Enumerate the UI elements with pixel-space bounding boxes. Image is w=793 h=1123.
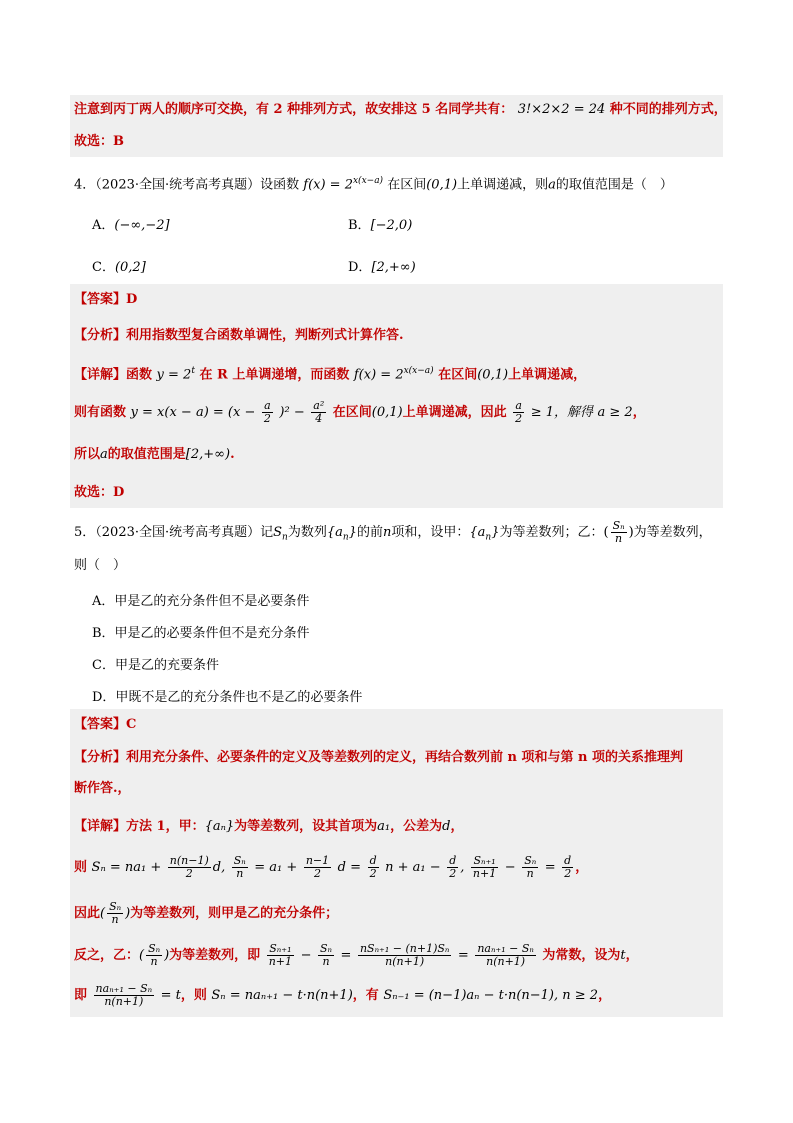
math: )² − [279, 405, 305, 420]
q5-detail-line2 [74, 852, 588, 884]
q4-option-b [348, 214, 412, 233]
text: 为数列 [287, 525, 327, 540]
math: − [504, 860, 516, 875]
math: (0,1) [477, 367, 509, 383]
math: n [382, 525, 392, 540]
q5-analysis-2: 断作答.， [74, 781, 131, 796]
q4-solution-block [70, 284, 723, 508]
option-value: (0,2] [114, 260, 146, 275]
math: Sₙ₋₁ = (n−1)aₙ − t·n(n−1), n ≥ 2 [383, 988, 599, 1003]
fraction [232, 855, 248, 880]
denominator: 2 [263, 412, 271, 425]
q4-detail-line3 [74, 446, 235, 464]
text: 为等差数列，即 [169, 948, 261, 963]
q5-stem-2: 则（ ） [74, 558, 127, 573]
text: . [230, 447, 235, 462]
q5-detail-line3: 因此( $\frac{\text{Sₙ}}{n}$ )为等差数列，则甲是乙的充分条件； [74, 900, 339, 926]
math: d = [337, 860, 362, 875]
q4-interval: (0,1) [426, 177, 458, 193]
q3-text: 注意到丙丁两人的顺序可交换，有 2 种排列方式，故安排这 5 名同学共有： [74, 102, 514, 117]
math: f(x) = 2 [353, 367, 404, 383]
denominator: 4 [315, 412, 323, 425]
text: 因此 [74, 906, 101, 921]
denominator: 2 [369, 867, 377, 880]
q4-detail-line2 [74, 398, 646, 428]
math: t [620, 948, 626, 963]
text: 即 [74, 988, 88, 1003]
fraction [358, 943, 451, 968]
text: 为等差数列，则甲是乙的充分条件； [130, 906, 339, 921]
option-label: D． [348, 260, 372, 275]
text: 反之，乙： [74, 948, 140, 963]
numerator: a [262, 400, 273, 413]
fraction [447, 855, 458, 880]
math: , [460, 860, 465, 875]
math: a ≥ 2 [597, 405, 633, 420]
fraction [168, 855, 211, 880]
denominator: n [615, 532, 623, 545]
text: ，则 [180, 988, 207, 1003]
numerator: Sₙ [148, 942, 161, 955]
fraction [311, 400, 326, 425]
numerator: Sₙ [109, 900, 122, 913]
q5-detail-line1 [74, 818, 463, 836]
denominator: 2 [564, 867, 572, 880]
q5-option-a: A．甲是乙的充分条件但不是必要条件 [92, 594, 310, 609]
text: 为等差数列，设其首项为 [234, 819, 378, 834]
numerator: Sₙ₊₁ [471, 855, 498, 868]
option-label: B． [348, 218, 371, 233]
q4-option-c [92, 256, 146, 275]
math: a₁ [377, 819, 391, 834]
denominator: n+1 [268, 955, 293, 968]
fraction [107, 901, 123, 926]
fraction [611, 520, 627, 545]
math-sub: n [282, 532, 288, 543]
math: d, [212, 860, 226, 875]
denominator: n(n+1) [385, 955, 425, 968]
q4-stem-text: 4．（2023·全国·统考高考真题）设函数 [74, 177, 300, 193]
fraction [146, 943, 162, 968]
q4-option-a [92, 214, 170, 233]
math: } [491, 525, 500, 540]
text: 的前 [356, 525, 383, 540]
denominator: 2 [449, 867, 457, 880]
denominator: n(n+1) [486, 955, 526, 968]
math: S [273, 525, 283, 540]
text: 在区间 [438, 367, 478, 383]
math: Sₙ = na₁ + [91, 860, 162, 875]
q4-detail-line1 [74, 362, 586, 384]
text: ， [625, 948, 639, 963]
math: = [340, 948, 352, 963]
math: a [100, 447, 108, 462]
text: 为等差数列， [633, 525, 712, 540]
text: 上单调递减，因此 [402, 405, 507, 420]
denominator: n+1 [472, 867, 497, 880]
denominator: 2 [313, 867, 321, 880]
numerator: naₙ₊₁ − Sₙ [95, 982, 153, 995]
option-label: A． [92, 218, 115, 233]
math: (0,1) [371, 405, 403, 420]
q4-var-a: a [548, 177, 556, 193]
numerator: Sₙ₊₁ [267, 943, 294, 956]
q3-solution-line [74, 101, 727, 119]
denominator: n [111, 913, 119, 926]
math: } [348, 525, 357, 540]
math: Sₙ = naₙ₊₁ − t·n(n+1) [211, 988, 353, 1003]
text: 在 R 上单调递增，而函数 [199, 367, 350, 383]
q4-exponent: x(x−a) [352, 176, 384, 186]
denominator: 2 [185, 867, 193, 880]
fraction [522, 855, 538, 880]
numerator: Sₙ [320, 942, 332, 955]
q4-option-d [348, 256, 416, 275]
math: {aₙ} [204, 819, 235, 834]
text: 则 [74, 860, 88, 875]
q4-stem-end: 的取值范围是（ ） [555, 177, 673, 193]
denominator: n [322, 955, 330, 968]
denominator: n [526, 867, 534, 880]
text: 所以 [74, 447, 101, 462]
fraction [513, 400, 524, 425]
fraction [368, 855, 379, 880]
text: ， [450, 819, 464, 834]
q5-analysis-1: 【分析】利用充分条件、必要条件的定义及等差数列的定义，再结合数列前 n 项和与第 n 项的关系推理判 [74, 750, 684, 765]
text: 5．（2023·全国·统考高考真题）记 [74, 525, 274, 540]
q4-function: f(x) = 2 [303, 177, 353, 193]
text: 在区间 [332, 405, 372, 420]
math: = [457, 948, 469, 963]
math: = a₁ + [254, 860, 298, 875]
math: = [544, 860, 556, 875]
q4-stem-post: 上单调递减，则 [457, 177, 549, 193]
q4-choice: 故选：D [74, 485, 125, 500]
numerator: naₙ₊₁ − Sₙ [477, 942, 534, 955]
q5-answer: 【答案】C [74, 717, 137, 732]
fraction [267, 943, 294, 968]
fraction [94, 983, 155, 1008]
math-exp: t [191, 366, 195, 376]
fraction [562, 855, 573, 880]
option-value: (−∞,−2] [114, 218, 170, 233]
q3-choice: 故选：B [74, 134, 124, 149]
q3-text-end: 种不同的排列方式， [609, 102, 727, 117]
numerator: n(n−1) [169, 854, 209, 867]
q5-option-b: B．甲是乙的必要条件但不是充分条件 [92, 626, 310, 641]
q4-analysis: 【分析】利用指数型复合函数单调性，判断列式计算作答. [74, 328, 404, 343]
math: n + a₁ − [385, 860, 441, 875]
text: 【详解】方法 1，甲： [74, 819, 205, 834]
math: {a [326, 525, 343, 540]
numerator: d [564, 854, 572, 867]
math-sub: n [485, 532, 492, 543]
denominator: n [150, 955, 158, 968]
numerator: a [513, 400, 524, 413]
math: d [442, 819, 451, 834]
numerator: nSₙ₊₁ − (n+1)Sₙ [359, 942, 450, 955]
q5-option-c: C．甲是乙的充要条件 [92, 658, 219, 673]
fraction [262, 400, 273, 425]
fraction [475, 943, 536, 968]
text: ， [575, 860, 589, 875]
denominator: n [236, 867, 244, 880]
numerator: Sₙ [612, 519, 625, 532]
option-label: C． [92, 260, 115, 275]
text: 上单调递减， [508, 367, 587, 383]
option-value: [2,+∞) [371, 260, 416, 275]
math-exp: x(x−a) [403, 366, 434, 376]
denominator: n(n+1) [104, 995, 144, 1008]
math: y = 2 [156, 367, 192, 383]
q5-detail-line5 [74, 980, 611, 1012]
q5-stem: 5．（2023·全国·统考高考真题）记$S_n$为数列$\{a_n\}$的前n项和，设甲：$\{a_n\}$为等差数列；乙：( $\frac{\text{Sₙ}}{n}$ )为等差数列， [74, 519, 712, 545]
q4-stem [74, 172, 673, 194]
math: = t [160, 988, 181, 1003]
text: 为常数，设为 [542, 948, 621, 963]
math-sub: n [342, 532, 349, 543]
numerator: d [449, 854, 457, 867]
math: {a [469, 525, 486, 540]
q5-option-d: D．甲既不是乙的充分条件也不是乙的必要条件 [92, 690, 363, 705]
text: 为等差数列；乙： [499, 525, 604, 540]
text: 则有函数 [74, 405, 127, 420]
option-value: [−2,0) [370, 218, 413, 233]
numerator: Sₙ [524, 854, 537, 867]
text: ，公差为 [390, 819, 443, 834]
text: 【详解】函数 [74, 367, 153, 383]
q4-stem-mid: 在区间 [387, 177, 427, 193]
text: ， [632, 405, 646, 420]
text: ，有 [352, 988, 379, 1003]
math: [2,+∞) [185, 447, 231, 462]
math: − [300, 948, 312, 963]
numerator: d [369, 854, 377, 867]
text: ， [598, 988, 612, 1003]
q5-detail-line4: 反之，乙：( $\frac{\text{Sₙ}}{n}$ )为等差数列，即 $\frac{\text{Sₙ₊₁}}{n+1}$ − $\frac{\text{Sₙ}}{n}$ = $\frac{\text{nSₙ₊₁ − (n+1)Sₙ}}{n(n+1)}$ = $\frac{\text{naₙ₊₁ − Sₙ}}{n(n+1)}$ 为常数，设为t， [74, 942, 639, 968]
fraction [304, 855, 331, 880]
numerator: n−1 [305, 854, 330, 867]
text: 项和，设甲： [391, 525, 470, 540]
denominator: 2 [515, 412, 523, 425]
q4-answer: 【答案】D [74, 292, 138, 307]
numerator: a² [313, 399, 325, 412]
math: y = x(x − a) = (x − [130, 405, 256, 420]
numerator: Sₙ [233, 854, 246, 867]
fraction [471, 855, 498, 880]
q3-math: 3!×2×2 = 24 [517, 102, 606, 117]
math: ≥ 1，解得 [530, 405, 593, 420]
fraction [318, 943, 334, 968]
text: 的取值范围是 [107, 447, 186, 462]
